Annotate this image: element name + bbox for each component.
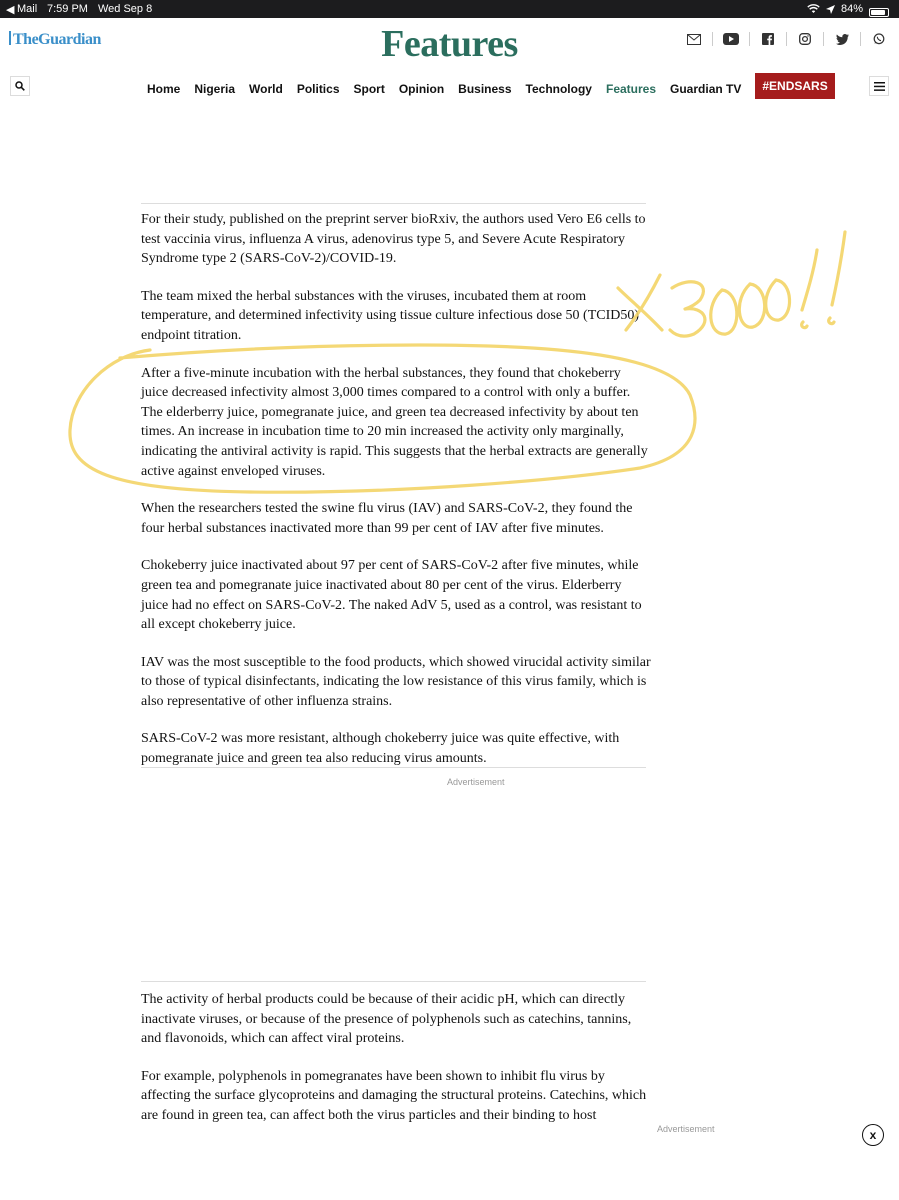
article-paragraph: The activity of herbal products could be because of their acidic pH, which can directly inactivate viruses, or because of the presence of polyphenols such as catechins, tannins, and flavonoids, which can affect viral proteins. [141, 992, 632, 1047]
status-bar [0, 0, 899, 18]
article-paragraph: Chokeberry juice inactivated about 97 per cent of SARS-CoV-2 after five minutes, while green tea and pomegranate juice inactivated about 80 per cent of the virus. Elderberry juice had no effect on SARS-CoV-2. The naked AdV 5, used as a control, was resistant to all except chokeberry juice. [141, 558, 642, 633]
footer-ad-label: Advertisement [657, 1124, 715, 1134]
status-time: 7:59 PM [47, 3, 88, 15]
nav-item-business[interactable]: Business [458, 82, 512, 96]
main-nav [0, 72, 899, 102]
article-body-continued [141, 990, 651, 1144]
article-paragraph: The team mixed the herbal substances with the viruses, incubated them at room temperature, and determined infectivity using tissue culture infectious dose 50 (TCID50) endpoint titration. [141, 288, 640, 343]
back-app-label[interactable]: Mail [17, 3, 38, 15]
nav-item-nigeria[interactable]: Nigeria [194, 82, 236, 96]
article-paragraph: For their study, published on the preprint server bioRxiv, the authors used Vero E6 cells to test vaccinia virus, influenza A virus, adenovirus type 5, and Severe Acute Respiratory Syndrome type 2 (SARS-CoV-2)/COVID-19. [141, 212, 646, 267]
divider [823, 32, 824, 46]
nav-item-guardian-tv[interactable]: Guardian TV [670, 82, 742, 96]
instagram-icon[interactable] [797, 32, 813, 46]
divider [786, 32, 787, 46]
facebook-icon[interactable] [760, 32, 776, 46]
youtube-icon[interactable] [723, 32, 739, 46]
back-arrow-icon[interactable]: ◀ [6, 4, 15, 16]
divider [141, 203, 646, 204]
search-button[interactable] [10, 76, 30, 96]
article-body [141, 210, 651, 787]
whatsapp-icon[interactable] [871, 32, 887, 46]
article-paragraph: When the researchers tested the swine flu virus (IAV) and SARS-CoV-2, they found the four herbal substances inactivated more than 99 per cent of IAV after five minutes. [141, 501, 633, 536]
nav-item-home[interactable]: Home [147, 82, 181, 96]
close-ad-button[interactable] [862, 1124, 884, 1146]
menu-button[interactable] [869, 76, 889, 96]
nav-item-sport[interactable]: Sport [353, 82, 385, 96]
section-title: Features [381, 23, 518, 65]
twitter-icon[interactable] [834, 32, 850, 46]
mail-icon[interactable] [686, 32, 702, 46]
divider [749, 32, 750, 46]
nav-item-opinion[interactable]: Opinion [398, 82, 445, 96]
guardian-logo[interactable]: TheGuardian [9, 31, 101, 49]
battery-percent: 84% [840, 3, 863, 15]
handwritten-3 [670, 282, 705, 336]
close-icon: x [869, 1128, 877, 1142]
wifi-icon [807, 4, 820, 14]
status-date: Wed Sep 8 [98, 3, 153, 15]
nav-items [147, 79, 849, 99]
advertisement-label: Advertisement [447, 777, 505, 787]
divider [712, 32, 713, 46]
divider [141, 767, 646, 768]
nav-item-endsars[interactable]: #ENDSARS [755, 73, 834, 99]
article-paragraph: SARS-CoV-2 was more resistant, although chokeberry juice was quite effective, with pomegranate juice and green tea also reducing virus amounts. [141, 731, 620, 767]
divider [860, 32, 861, 46]
article-paragraph: For example, polyphenols in pomegranates have been shown to inhibit flu virus by affecting the surface glycoproteins and damaging the structural proteins. Catechins, which are found in green tea, can affect both the virus particles and their binding to host [141, 1068, 647, 1123]
location-icon [826, 5, 835, 14]
battery-icon [869, 8, 889, 17]
article-paragraph: IAV was the most susceptible to the food products, which showed virucidal activity similar to those of typical disinfectants, indicating the low resistance of this virus family, which is also representative of other influenza strains. [141, 654, 651, 709]
search-icon [15, 81, 25, 91]
nav-item-world[interactable]: World [249, 82, 283, 96]
nav-item-politics[interactable]: Politics [296, 82, 340, 96]
hamburger-icon [874, 82, 885, 91]
divider [141, 981, 646, 982]
article-paragraph: After a five-minute incubation with the herbal substances, they found that chokeberry juice decreased infectivity almost 3,000 times compared to a control with only a buffer. The elderberry juice, pomegranate juice, and green tea decreased infectivity by about ten times. An increase in incubation time to 20 min increased the activity only marginally, indicating the antiviral activity is rapid. This suggests that the herbal extracts are generally active against enveloped viruses. [141, 365, 648, 479]
social-links [686, 32, 887, 46]
nav-item-features[interactable]: Features [605, 82, 657, 96]
nav-item-technology[interactable]: Technology [525, 82, 592, 96]
status-indicators [807, 3, 889, 15]
